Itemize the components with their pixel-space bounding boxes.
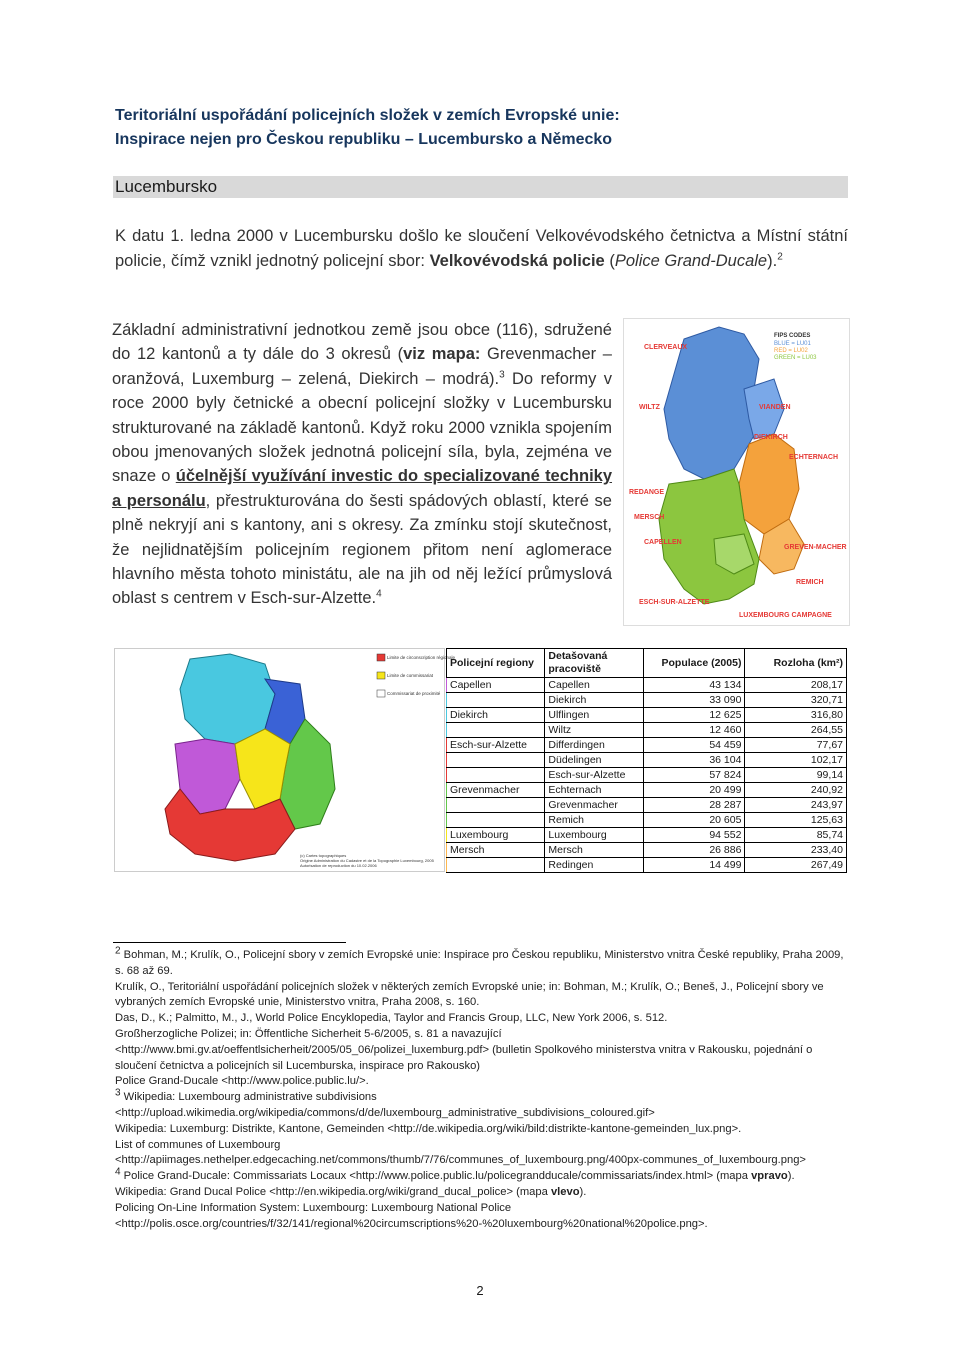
area-cell: 85,74 bbox=[745, 828, 847, 843]
credit-line-2: Origine Administration du Cadastre et de la Topographie Luxembourg, 2005 bbox=[300, 858, 434, 863]
area-cell: 102,17 bbox=[745, 753, 847, 768]
legend-swatch-yellow bbox=[377, 672, 385, 679]
office-cell: Ulflingen bbox=[545, 708, 643, 723]
intro-text-2: ( bbox=[604, 251, 615, 270]
footnote-line: Policing On-Line Information System: Luxembourg: Luxembourg National Police bbox=[115, 1201, 512, 1214]
section-heading: Lucembursko bbox=[113, 176, 848, 198]
footnote-3: $^3$ Wikipedia: Luxembourg administrative subdivisions bbox=[115, 1087, 377, 1104]
footnote-ref-2[interactable]: 2 bbox=[777, 251, 783, 262]
table-row bbox=[447, 753, 847, 768]
office-cell: Düdelingen bbox=[545, 753, 643, 768]
table-row bbox=[447, 723, 847, 738]
body-text-4: , přestrukturována do šesti spádových oblastí, které se plně nekryjí ani s kantony, ani s okresy. Za zmínku stojí skutečnost, že nejlidnatějším policejním regionem přitom není aglomerace hlavního města tohoto ministátu, ale na jih od něj ležící průmyslová oblast s centrem v Esch-sur-Alzette. bbox=[112, 491, 612, 608]
footnote-link[interactable]: Police Grand-Ducale <http://www.police.public.lu/>. bbox=[115, 1075, 369, 1088]
area-cell: 316,80 bbox=[745, 708, 847, 723]
intro-text-3: ). bbox=[767, 251, 778, 270]
area-cell: 125,63 bbox=[745, 813, 847, 828]
police-map-legend bbox=[377, 654, 456, 697]
police-region-cyan bbox=[180, 654, 275, 744]
population-cell: 14 499 bbox=[643, 858, 745, 873]
footnote-line: Das, D., K.; Palmitto, M., J., World Police Encyklopedia, Taylor and Francis Group, LLC, New York 2006, s. 512. bbox=[115, 1012, 668, 1025]
region-cell bbox=[447, 798, 545, 813]
table-row bbox=[447, 843, 847, 858]
table-body bbox=[447, 678, 847, 873]
office-cell: Redingen bbox=[545, 858, 643, 873]
office-cell: Capellen bbox=[545, 678, 643, 693]
map-label-echternach: ECHTERNACH bbox=[789, 454, 838, 461]
region-cell bbox=[447, 753, 545, 768]
document-title bbox=[115, 104, 855, 152]
police-map-credits bbox=[300, 853, 435, 868]
footnotes bbox=[115, 945, 850, 1232]
legend-item-2: Limite de commissariat bbox=[387, 673, 434, 678]
area-cell: 99,14 bbox=[745, 768, 847, 783]
area-cell: 320,71 bbox=[745, 693, 847, 708]
office-cell: Luxembourg bbox=[545, 828, 643, 843]
legend-item-1: Limite de circonscription régionale bbox=[387, 655, 456, 660]
table-row bbox=[447, 828, 847, 843]
region-cell bbox=[447, 858, 545, 873]
th-population: Populace (2005) bbox=[643, 649, 745, 678]
footnote-line: List of communes of Luxembourg bbox=[115, 1138, 281, 1151]
th-office: Detašovaná pracoviště bbox=[545, 649, 643, 678]
credit-line-1: (c) Cartes topographiques bbox=[300, 853, 347, 858]
footnote-ref-3[interactable]: 3 bbox=[499, 369, 505, 381]
intro-italic: Police Grand-Ducale bbox=[614, 251, 768, 270]
office-cell: Mersch bbox=[545, 843, 643, 858]
intro-text-1: K datu 1. ledna 2000 v Lucembursku došlo ke sloučení Velkovévodského četnictva a Místní státní policie, čímž vznikl jednotný policejní sbor: bbox=[115, 227, 848, 270]
population-cell: 94 552 bbox=[643, 828, 745, 843]
intro-paragraph bbox=[115, 224, 848, 273]
table-row bbox=[447, 738, 847, 753]
footnote-line: Krulík, O., Teritoriální uspořádání policejních složek v některých zemích Evropské unie; in: Bohman, M.; Krulík, O.; Beneš, J., Policejní sbory ve vybraných zemích Evropské unie, Ministerstvo vnitra, Praha 2008, s. 160. bbox=[115, 980, 824, 1009]
footnote-link[interactable]: <http://www.bmi.gv.at/oeffentlsicherheit/2005/05_06/polizei_luxemburg.pdf> (bulletin Spolkového ministerstva vnitra v Rakousku, pojednání o sloučení četnictva a policejních sil Lucemburska, inspirace pro Rakousko) bbox=[115, 1043, 813, 1072]
legend-item-3: Commissariat de proximité bbox=[387, 691, 441, 696]
police-map-svg bbox=[115, 649, 456, 871]
footnote-4[interactable]: $^4$ Police Grand-Ducale: Commissariats Locaux <http://www.police.public.lu/policegrandducale/commissariats/index.html> (mapa vpravo). bbox=[115, 1166, 795, 1183]
table-row bbox=[447, 708, 847, 723]
office-cell: Differdingen bbox=[545, 738, 643, 753]
table-row bbox=[447, 768, 847, 783]
region-cell bbox=[447, 693, 545, 708]
police-regions-table bbox=[446, 648, 847, 873]
admin-subdivisions-map bbox=[623, 318, 850, 626]
map-label-esch: ESCH-SUR-ALZETTE bbox=[639, 599, 710, 606]
region-cell: Grevenmacher bbox=[447, 783, 545, 798]
map-label-redange: REDANGE bbox=[629, 489, 665, 496]
title-line-1: Teritoriální uspořádání policejních složek v zemích Evropské unie: bbox=[115, 107, 620, 124]
population-cell: 12 460 bbox=[643, 723, 745, 738]
footnote-divider bbox=[113, 942, 346, 943]
area-cell: 264,55 bbox=[745, 723, 847, 738]
title-line-2: Inspirace nejen pro Českou republiku – Lucembursko a Německo bbox=[115, 131, 613, 148]
table-row bbox=[447, 813, 847, 828]
table-row bbox=[447, 783, 847, 798]
th-region: Policejní regiony bbox=[447, 649, 545, 678]
footnote-link[interactable]: <http://polis.osce.org/countries/f/32/141/regional%20circumscriptions%20-%20luxembourg%20national%20police.png>. bbox=[115, 1217, 708, 1230]
legend-swatch-red bbox=[377, 654, 385, 661]
body-paragraph bbox=[112, 318, 612, 611]
page-number: 2 bbox=[476, 1283, 484, 1298]
area-cell: 243,97 bbox=[745, 798, 847, 813]
table-header-row bbox=[447, 649, 847, 678]
legend-line-1: BLUE = LU01 bbox=[774, 341, 811, 347]
office-cell: Wiltz bbox=[545, 723, 643, 738]
region-cell: Luxembourg bbox=[447, 828, 545, 843]
population-cell: 20 605 bbox=[643, 813, 745, 828]
footnote-ref-4[interactable]: 4 bbox=[376, 588, 382, 600]
legend-line-2: RED = LU02 bbox=[774, 348, 808, 354]
th-area: Rozloha (km²) bbox=[745, 649, 847, 678]
table-row bbox=[447, 858, 847, 873]
admin-map-legend bbox=[774, 333, 817, 361]
office-cell: Echternach bbox=[545, 783, 643, 798]
office-cell: Esch-sur-Alzette bbox=[545, 768, 643, 783]
population-cell: 33 090 bbox=[643, 693, 745, 708]
footnote-link[interactable]: <http://upload.wikimedia.org/wikipedia/commons/d/de/luxembourg_administrative_subdivisions_coloured.gif> bbox=[115, 1106, 655, 1119]
legend-line-3: GREEN = LU03 bbox=[774, 355, 817, 361]
map-label-wiltz: WILTZ bbox=[639, 404, 660, 411]
footnote-2: $^2$ Bohman, M.; Krulík, O., Policejní sbory v zemích Evropské unie: Inspirace pro Českou republiku, Ministerstvo vnitra České republiky, Praha 2009, s. 68 až 69. bbox=[115, 945, 844, 977]
area-cell: 267,49 bbox=[745, 858, 847, 873]
population-cell: 54 459 bbox=[643, 738, 745, 753]
legend-title: FIPS CODES bbox=[774, 333, 811, 339]
map-label-clerveaux: CLERVEAUX bbox=[644, 344, 688, 351]
region-cell bbox=[447, 768, 545, 783]
table-row bbox=[447, 798, 847, 813]
population-cell: 28 287 bbox=[643, 798, 745, 813]
office-cell: Diekirch bbox=[545, 693, 643, 708]
footnote-line: Großherzogliche Polizei; in: Öffentliche Sicherheit 5-6/2005, s. 81 a navazující bbox=[115, 1027, 502, 1040]
population-cell: 20 499 bbox=[643, 783, 745, 798]
table-row bbox=[447, 693, 847, 708]
map-label-grevenmacher: GREVEN-MACHER bbox=[784, 544, 847, 551]
population-cell: 43 134 bbox=[643, 678, 745, 693]
region-cell bbox=[447, 723, 545, 738]
population-cell: 12 625 bbox=[643, 708, 745, 723]
population-cell: 26 886 bbox=[643, 843, 745, 858]
population-cell: 36 104 bbox=[643, 753, 745, 768]
area-cell: 77,67 bbox=[745, 738, 847, 753]
body-text-1: Základní administrativní jednotkou země jsou obce (116), sdružené do 12 kantonů a ty dále do 3 okresů ( bbox=[112, 321, 612, 364]
region-cell bbox=[447, 813, 545, 828]
footnote-link[interactable]: Wikipedia: Luxemburg: Distrikte, Kantone, Gemeinden <http://de.wikipedia.org/wiki/bild:distrikte-kantone-gemeinden_lux.png>. bbox=[115, 1122, 742, 1135]
footnote-link[interactable]: <http://apiimages.nethelper.edgecaching.net/commons/thumb/7/76/communes_of_luxembourg.png/400px-communes_of_luxembourg.png> bbox=[115, 1154, 806, 1167]
map-label-mersch: MERSCH bbox=[634, 514, 665, 521]
body-text-3: Do reformy v roce 2000 byly četnické a obecní policejní složky v Lucembursku strukturované na základě kantonů. Když roku 2000 vznikla spojením obou jmenovaných složek jednotná policejní síla, byla, zejména ve snaze o bbox=[112, 369, 612, 486]
map-label-vianden: VIANDEN bbox=[759, 404, 791, 411]
population-cell: 57 824 bbox=[643, 768, 745, 783]
area-cell: 240,92 bbox=[745, 783, 847, 798]
body-text-2: Grevenmacher – oranžová, Luxemburg – zelená, Diekirch – modrá). bbox=[112, 345, 612, 388]
legend-swatch-white bbox=[377, 690, 385, 697]
map-region-orange bbox=[739, 434, 799, 534]
region-cell: Esch-sur-Alzette bbox=[447, 738, 545, 753]
intro-bold: Velkovévodská policie bbox=[429, 251, 605, 270]
map-label-lux-campagne: LUXEMBOURG CAMPAGNE bbox=[739, 612, 832, 619]
table-row bbox=[447, 678, 847, 693]
credit-line-3: Autorisation de reproduction du 10.02.2006 bbox=[300, 863, 377, 868]
map-label-capellen: CAPELLEN bbox=[644, 539, 682, 546]
region-cell: Capellen bbox=[447, 678, 545, 693]
body-bold-1: viz mapa: bbox=[403, 345, 481, 364]
admin-map-svg bbox=[624, 319, 849, 625]
region-cell: Mersch bbox=[447, 843, 545, 858]
body-bold-2: účelnější využívání investic do specializované techniky a personálu bbox=[112, 467, 613, 510]
map-label-remich: REMICH bbox=[796, 579, 824, 586]
footnote-link[interactable]: Wikipedia: Grand Ducal Police <http://en.wikipedia.org/wiki/grand_ducal_police> (mapa vlevo). bbox=[115, 1185, 587, 1198]
area-cell: 233,40 bbox=[745, 843, 847, 858]
region-cell: Diekirch bbox=[447, 708, 545, 723]
police-regions-map bbox=[114, 648, 456, 872]
office-cell: Grevenmacher bbox=[545, 798, 643, 813]
area-cell: 208,17 bbox=[745, 678, 847, 693]
map-label-diekirch: DIEKIRCH bbox=[754, 434, 788, 441]
office-cell: Remich bbox=[545, 813, 643, 828]
